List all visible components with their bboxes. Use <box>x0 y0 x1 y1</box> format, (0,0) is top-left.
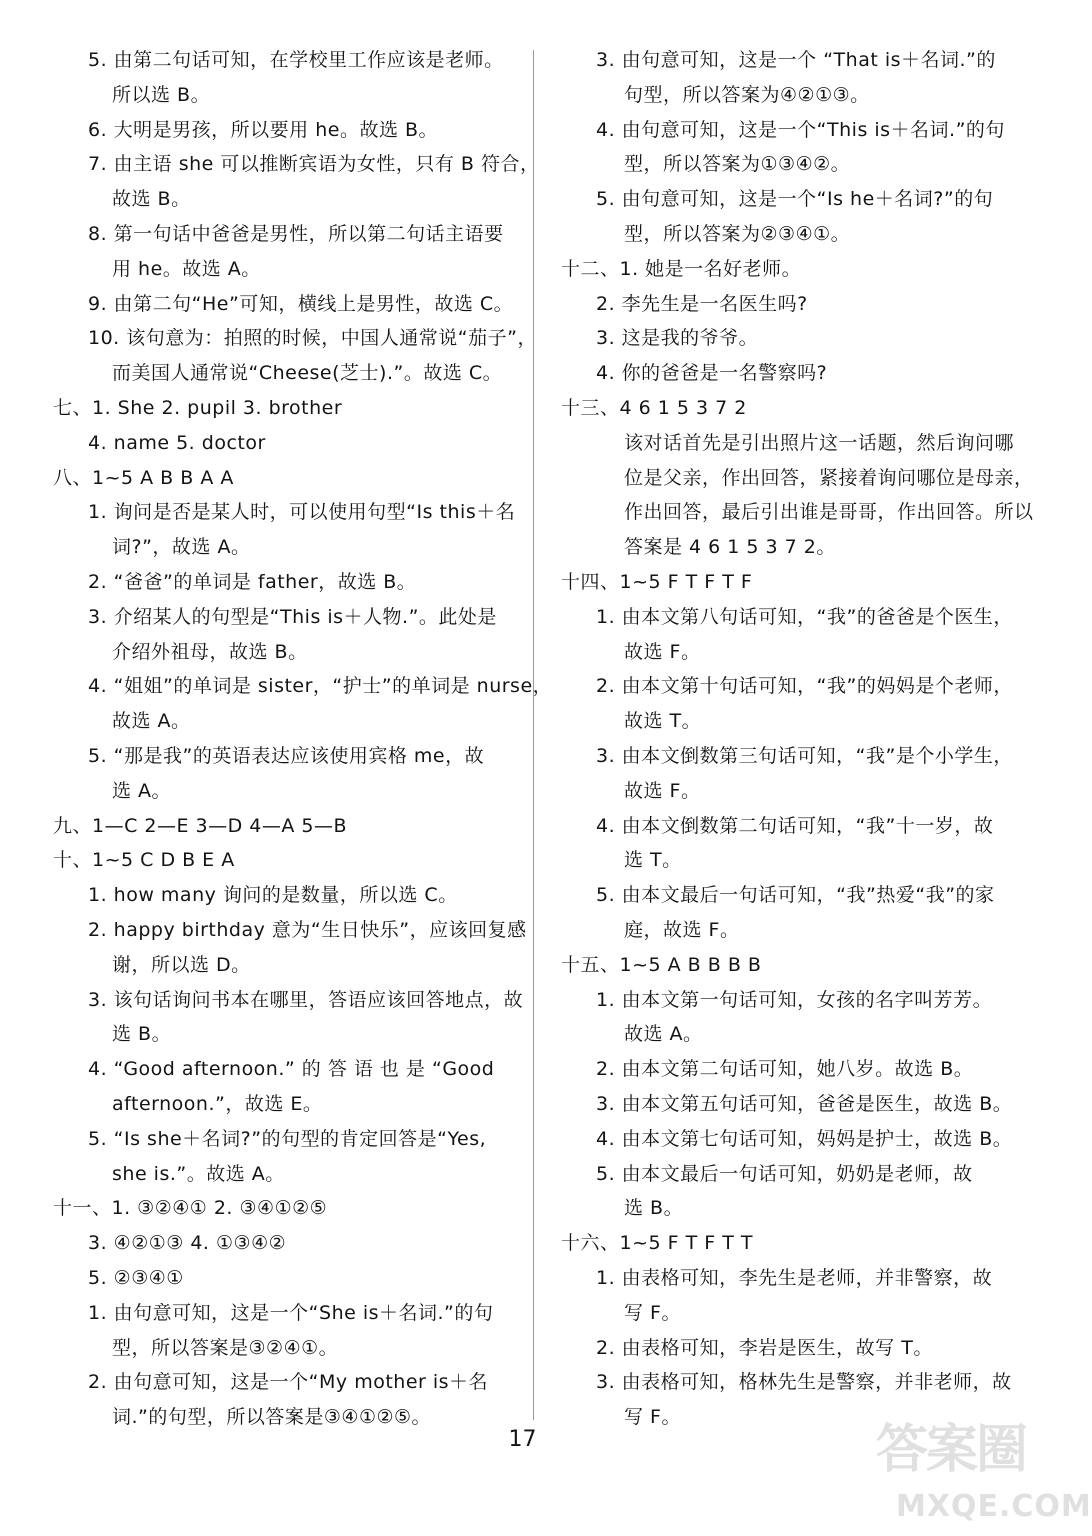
answer-line: 十、1~5 C D B E A <box>53 849 235 872</box>
answer-line: 十三、4 6 1 5 3 7 2 <box>561 397 747 419</box>
answer-line: 6. 大明是男孩，所以要用 he。故选 B。 <box>88 118 439 141</box>
answer-line: 词?”，故选 A。 <box>112 536 251 559</box>
answer-line: 故选 B。 <box>112 188 191 211</box>
answer-line: 2. 由句意可知，这是一个“My mother is＋名 <box>88 1371 489 1394</box>
answer-line: 故选 F。 <box>624 640 701 663</box>
answer-line: 1. 由表格可知，李先生是老师，并非警察，故 <box>596 1267 993 1289</box>
answer-line: 所以选 B。 <box>112 83 211 106</box>
watermark-logo <box>848 1418 1092 1530</box>
page-number: 17 <box>508 1427 537 1452</box>
answer-line: 选 B。 <box>624 1197 684 1220</box>
answer-line: 型，所以答案是③②④①。 <box>112 1336 339 1359</box>
answer-line: 选 B。 <box>112 1023 172 1046</box>
watermark-logo-text: 答案圈 <box>876 1419 1027 1480</box>
answer-line: 型，所以答案为②③④①。 <box>624 223 851 245</box>
answer-line: 2. 李先生是一名医生吗? <box>596 292 808 315</box>
answer-line: 1. 由本文第八句话可知，“我”的爸爸是个医生， <box>596 605 1013 628</box>
answer-line: 十一、1. ③②④① 2. ③④①②⑤ <box>53 1197 328 1220</box>
answer-line: 十四、1~5 F T F T F <box>561 571 753 593</box>
answer-line: 8. 第一句话中爸爸是男性，所以第二句话主语要 <box>88 223 504 245</box>
answer-line: 4. 你的爸爸是一名警察吗? <box>596 362 828 385</box>
answer-line: 用 he。故选 A。 <box>112 257 261 280</box>
answer-line: 5. “Is she＋名词?”的句型的肯定回答是“Yes, <box>88 1127 487 1150</box>
answer-line: 9. 由第二句“He”可知，横线上是男性，故选 C。 <box>88 292 514 315</box>
answer-line: 4. “姐姐”的单词是 sister，“护士”的单词是 nurse， <box>88 675 553 698</box>
answer-line: 该对话首先是引出照片这一话题，然后询问哪 <box>624 431 1015 454</box>
answer-line: 3. 由本文倒数第三句话可知，“我”是个小学生， <box>596 745 1013 767</box>
answer-line: 七、1. She 2. pupil 3. brother <box>53 397 343 419</box>
answer-line: 2. 由表格可知，李岩是医生，故写 T。 <box>596 1336 933 1359</box>
answer-line: 型，所以答案为①③④②。 <box>624 153 851 176</box>
answer-line: 2. happy birthday 意为“生日快乐”，应该回复感 <box>88 919 527 941</box>
answer-line: she is.”。故选 A。 <box>112 1162 285 1185</box>
answer-line: 九、1—C 2—E 3—D 4—A 5—B <box>53 814 348 837</box>
answer-line: 4. 由句意可知，这是一个“This is＋名词.”的句 <box>596 118 1005 141</box>
answer-line: 介绍外祖母，故选 B。 <box>112 640 308 663</box>
answer-line: 7. 由主语 she 可以推断宾语为女性，只有 B 符合， <box>88 153 540 176</box>
answer-line: 3. ④②①③ 4. ①③④② <box>88 1232 287 1255</box>
answer-line: 2. “爸爸”的单词是 father，故选 B。 <box>88 571 417 593</box>
answer-line: 5. 由第二句话可知，在学校里工作应该是老师。 <box>88 49 504 71</box>
answer-line: 谢，所以选 D。 <box>112 953 251 976</box>
answer-line: 位是父亲，作出回答，紧接着询问哪位是母亲， <box>624 466 1034 489</box>
answer-line: 10. 该句意为：拍照的时候，中国人通常说“茄子”， <box>88 327 537 350</box>
answer-line: 2. 由本文第十句话可知，“我”的妈妈是个老师， <box>596 675 1013 698</box>
answer-line: 5. “那是我”的英语表达应该使用宾格 me，故 <box>88 745 485 767</box>
answer-line: 句型，所以答案为④②①③。 <box>624 83 870 106</box>
answer-line: afternoon.”，故选 E。 <box>112 1093 323 1115</box>
answer-line: 3. 介绍某人的句型是“This is＋人物.”。此处是 <box>88 605 497 628</box>
answer-line: 1. 询问是否是某人时，可以使用句型“Is this＋名 <box>88 501 516 524</box>
answer-line: 故选 A。 <box>112 710 191 733</box>
answer-line: 八、1~5 A B B A A <box>53 466 234 489</box>
answer-line: 而美国人通常说“Cheese(芝士).”。故选 C。 <box>112 362 503 385</box>
answer-line: 答案是 4 6 1 5 3 7 2。 <box>624 536 836 559</box>
answer-line: 3. 该句话询问书本在哪里，答语应该回答地点，故 <box>88 988 524 1011</box>
answer-line: 十二、1. 她是一名好老师。 <box>561 257 802 280</box>
answer-line: 3. 由表格可知，格林先生是警察，并非老师，故 <box>596 1371 1012 1394</box>
answer-line: 故选 A。 <box>624 1023 703 1046</box>
answer-line: 2. 由本文第二句话可知，她八岁。故选 B。 <box>596 1058 974 1081</box>
answer-line: 4. “Good afternoon.” 的 答 语 也 是 “Good <box>88 1058 495 1081</box>
answer-line: 3. 由本文第五句话可知，爸爸是医生，故选 B。 <box>596 1093 1013 1115</box>
answer-line: 庭，故选 F。 <box>624 919 740 941</box>
answer-line: 1. 由本文第一句话可知，女孩的名字叫芳芳。 <box>596 988 993 1011</box>
answer-line: 选 A。 <box>112 779 172 802</box>
answer-line: 词.”的句型，所以答案是③④①②⑤。 <box>112 1406 432 1429</box>
answer-line: 1. 由句意可知，这是一个“She is＋名词.”的句 <box>88 1301 494 1324</box>
answer-line: 写 F。 <box>624 1301 681 1324</box>
answer-line: 写 F。 <box>624 1406 681 1429</box>
answer-line: 5. ②③④① <box>88 1267 184 1289</box>
answer-line: 十六、1~5 F T F T T <box>561 1232 753 1255</box>
answer-line: 4. 由本文第七句话可知，妈妈是护士，故选 B。 <box>596 1127 1013 1150</box>
answer-line: 十五、1~5 A B B B B <box>561 953 762 976</box>
answer-line: 作出回答，最后引出谁是哥哥，作出回答。所以 <box>624 501 1034 524</box>
watermark-url: MXQE.COM <box>896 1489 1092 1524</box>
answer-line: 故选 T。 <box>624 710 702 733</box>
column-divider <box>533 50 534 1420</box>
answer-line: 5. 由本文最后一句话可知，“我”热爱“我”的家 <box>596 884 995 907</box>
answer-line: 5. 由句意可知，这是一个“Is he＋名词?”的句 <box>596 188 994 211</box>
answer-line: 5. 由本文最后一句话可知，奶奶是老师，故 <box>596 1162 973 1185</box>
answer-line: 1. how many 询问的是数量，所以选 C。 <box>88 884 458 907</box>
answer-line: 3. 这是我的爷爷。 <box>596 327 759 350</box>
answer-line: 4. 由本文倒数第二句话可知，“我”十一岁，故 <box>596 814 994 837</box>
answer-line: 故选 F。 <box>624 779 701 802</box>
answer-line: 选 T。 <box>624 849 682 872</box>
answer-line: 3. 由句意可知，这是一个 “That is＋名词.”的 <box>596 49 996 71</box>
answer-line: 4. name 5. doctor <box>88 431 266 454</box>
